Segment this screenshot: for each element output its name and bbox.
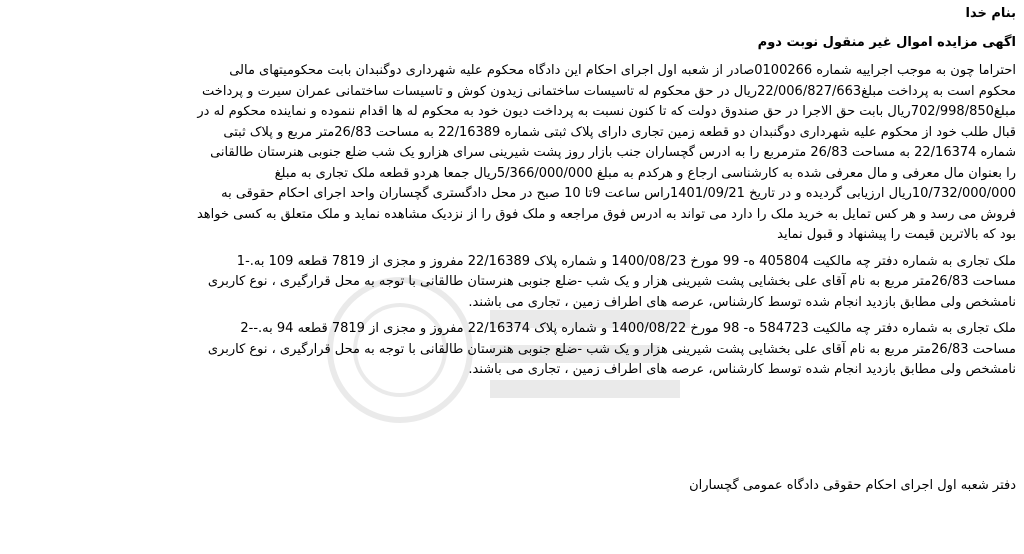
footer-line: دفتر شعبه اول اجرای احکام حقوقی دادگاه عمومی گچساران bbox=[689, 477, 1016, 493]
bismillah-heading: بنام خدا bbox=[965, 6, 1016, 21]
body-line: احتراما چون به موجب اجراییه شماره 0100266صادر از شعبه اول اجرای احکام این دادگاه محکوم علیه شهرداری دوگنبدان بابت محکومیتهای مالی bbox=[229, 63, 1016, 78]
property-item-1 bbox=[8, 252, 1016, 314]
item-line: نامشخص ولی مطابق بازدید انجام شده توسط کارشناس، عرصه های اطراف زمین ، تجاری می باشند. bbox=[468, 362, 1016, 377]
item-line: مساحت 26/83متر مربع به نام آقای علی بخشایی پشت شیرینی هزار و یک شب -ضلع جنوبی هنرستان طالقانی با توجه به محل قرارگیری ، نوع کاربری bbox=[207, 274, 1016, 289]
property-item-2 bbox=[8, 319, 1016, 381]
announcement-body bbox=[8, 61, 1016, 246]
item-line: ملک تجاری به شماره دفتر چه مالکیت 405804 ه- 99 مورخ 1400/08/23 و شماره پلاک 22/16389 مفروز و مجزی از 7819 قطعه 109 به.-1 bbox=[236, 253, 1016, 269]
body-line: قبال طلب خود از محکوم علیه شهرداری دوگنبدان دو قطعه زمین تجاری دارای پلاک ثبتی شماره 22/16389 به مساحت 26/83متر مربع و پلاک ثبتی bbox=[223, 124, 1016, 140]
body-line: بود که بالاترین قیمت را پیشنهاد و قبول نماید bbox=[777, 227, 1016, 242]
item-line: مساحت 26/83متر مربع به نام آقای علی بخشایی پشت شیرینی هزار و یک شب -ضلع جنوبی هنرستان طالقانی با توجه به محل قرارگیری ، نوع کاربری bbox=[207, 341, 1016, 357]
item-line: ملک تجاری به شماره دفتر چه مالکیت 584723 ه- 98 مورخ 1400/08/22 و شماره پلاک 22/16374 مفروز و مجزی از 7819 قطعه 94 به.--2 bbox=[240, 321, 1016, 336]
body-line: شماره 22/16374 به مساحت 26/83 مترمربع را به ادرس گچساران جنب بازار روز پشت شیرینی سرای هزارو یک شب ضلع جنوبی هنرستان طالقانی bbox=[210, 145, 1016, 160]
announcement-document bbox=[8, 4, 1016, 496]
item-line: نامشخص ولی مطابق بازدید انجام شده توسط کارشناس، عرصه های اطراف زمین ، تجاری می باشند. bbox=[468, 294, 1016, 310]
body-line: را بعنوان مال معرفی و مال معرفی شده به کارشناسی ارجاع و هرکدم به مبلغ 5/366/000/000ریال جمعا هردو قطعه ملک تجاری به مبلغ bbox=[274, 165, 1016, 181]
body-line: فروش می رسد و هر کس تمایل به خرید ملک را دارد می تواند به ادرس فوق مراجعه و ملک فوق را از نزدیک مشاهده نماید و ملک متعلق به کسی خواهد bbox=[196, 206, 1016, 222]
body-line: مبلغ702/998/850ریال بابت حق الاجرا در حق صندوق دولت که تا کنون نسبت به پرداخت دیون خود به محکوم له ها اقدام ننموده و نماینده محکوم له در bbox=[197, 104, 1016, 119]
body-line: محکوم است به پرداخت مبلغ22/006/827/663ریال در حق محکوم له تاسیسات ساختمانی زیدون کوش و تاسیسات ساختمانی عمران سیرت و پرداخت bbox=[202, 83, 1016, 99]
announcement-title: اگهی مزایده اموال غیر منقول نوبت دوم bbox=[757, 34, 1016, 50]
body-line: 10/732/000/000ریال ارزیابی گردیده و در تاریخ 1401/09/21راس ساعت 9تا 10 صبح در محل دادگستری گچساران واحد اجرای احکام حقوقی به bbox=[221, 186, 1016, 201]
announcement-footer bbox=[8, 476, 1016, 497]
